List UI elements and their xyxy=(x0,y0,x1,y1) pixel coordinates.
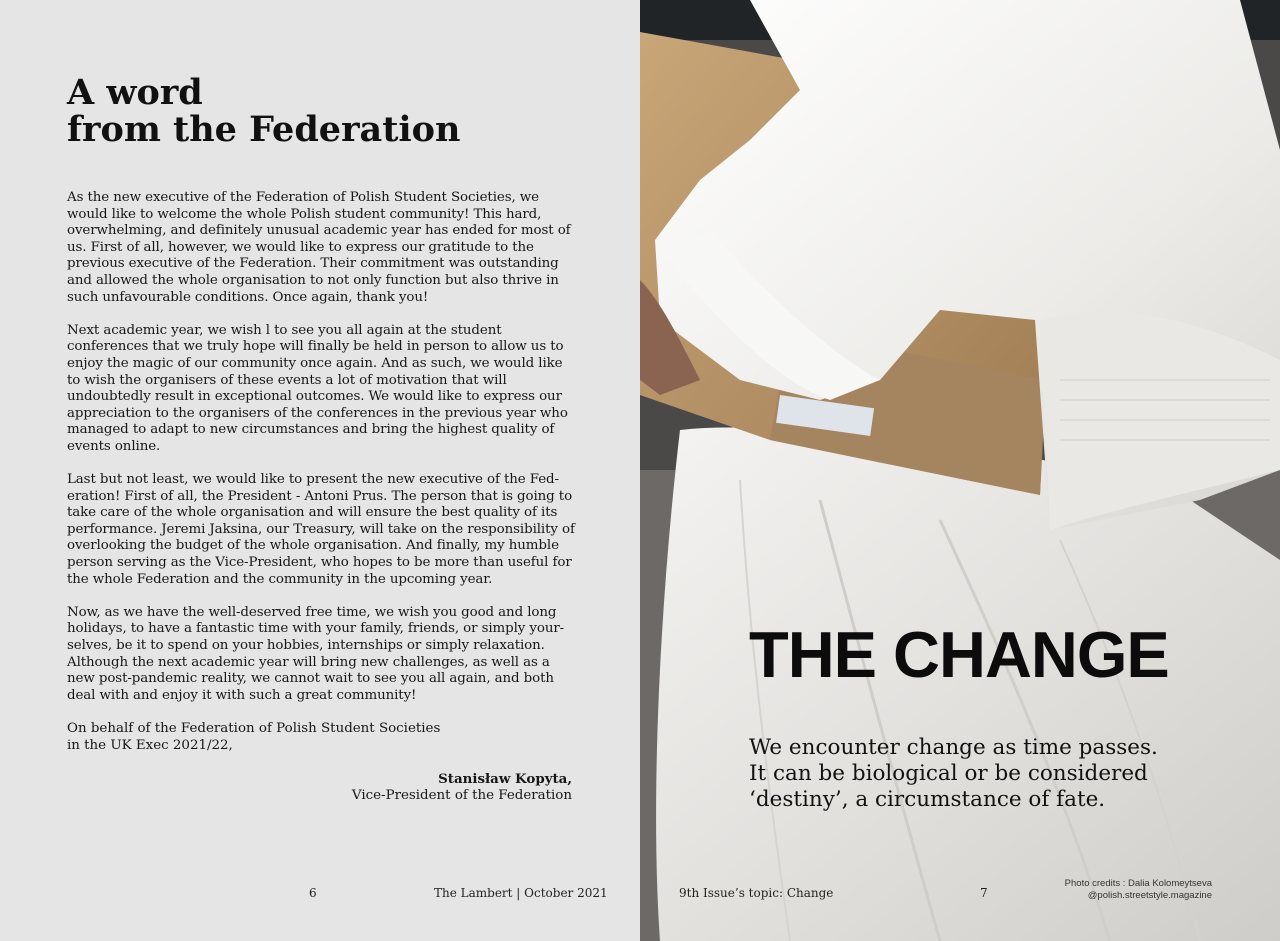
page-title xyxy=(67,74,587,148)
subhead xyxy=(749,735,1209,813)
signature xyxy=(300,771,572,804)
subhead-line-3: ‘destiny’, a circumstance of fate. xyxy=(749,787,1106,812)
publication-footer: The Lambert | October 2021 xyxy=(434,886,608,900)
headline: THE CHANGE xyxy=(749,618,1169,691)
page-number-left: 6 xyxy=(309,886,317,900)
article-body xyxy=(67,190,577,721)
photo-credits xyxy=(1065,878,1212,902)
paragraph: As the new executive of the Federation of Polish Student Societies, we would like to welcome the whole Polish student community! This hard, overwhelming, and definitely unusual academic year has ended for most of us. First of all, however, we would like to express our gratitude to the previous executive of the Federation. Their commitment was outstanding and allowed the whole organisation to not only function but also thrive in such unfavourable conditions. Once again, thank you! xyxy=(67,190,571,305)
credits-line-1: Photo credits : Dalia Kolomeytseva xyxy=(1064,878,1212,889)
paragraph: Last but not least, we would like to present the new executive of the Federation! First of all, the President - Antoni Prus. The person that is going to take care of the whole organisation and will ensure the best quality of its performance. Jeremi Jaksina, our Treasury, will take on the responsibility of overlooking the budget of the whole organisation. And finally, my humble person serving as the Vice-President, who hopes to be more than useful for the whole Federation and the community in the upcoming year. xyxy=(67,472,575,587)
right-page xyxy=(640,0,1280,941)
credits-line-2: @polish.streetstyle.magazine xyxy=(1087,890,1212,901)
paragraph: Next academic year, we wish l to see you all again at the student conferences that we truly hope will finally be held in person to allow us to enjoy the magic of our community once again. And as such, we would like to wish the organisers of these events a lot of motivation that will undoubtedly result in exceptional outcomes. We would like to express our appreciation to the organisers of the conferences in the previous year who managed to adapt to new circumstances and bring the highest quality of events online. xyxy=(67,322,568,454)
title-line-2: from the Federation xyxy=(67,109,461,150)
signoff xyxy=(67,721,577,754)
signoff-line-1: On behalf of the Federation of Polish Student Societies xyxy=(67,721,441,736)
page-number-right: 7 xyxy=(980,886,988,900)
subhead-line-1: We encounter change as time passes. xyxy=(749,735,1158,760)
signature-role: Vice-President of the Federation xyxy=(351,787,572,803)
signoff-line-2: in the UK Exec 2021/22, xyxy=(67,737,233,753)
signature-name: Stanisław Kopyta, xyxy=(438,771,572,787)
paragraph: Now, as we have the well-deserved free time, we wish you good and long holidays, to have a fantastic time with your family, friends, or simply yourselves, be it to spend on your hobbies, internships or simply relaxation. Although the next academic year will bring new challenges, as well as a new post-pandemic reality, we cannot wait to see you all again, and both deal with and enjoy it with such a great community! xyxy=(67,604,565,703)
subhead-line-2: It can be biological or be considered xyxy=(749,761,1148,786)
title-line-1: A word xyxy=(67,72,203,113)
issue-topic-footer: 9th Issue’s topic: Change xyxy=(679,886,834,900)
